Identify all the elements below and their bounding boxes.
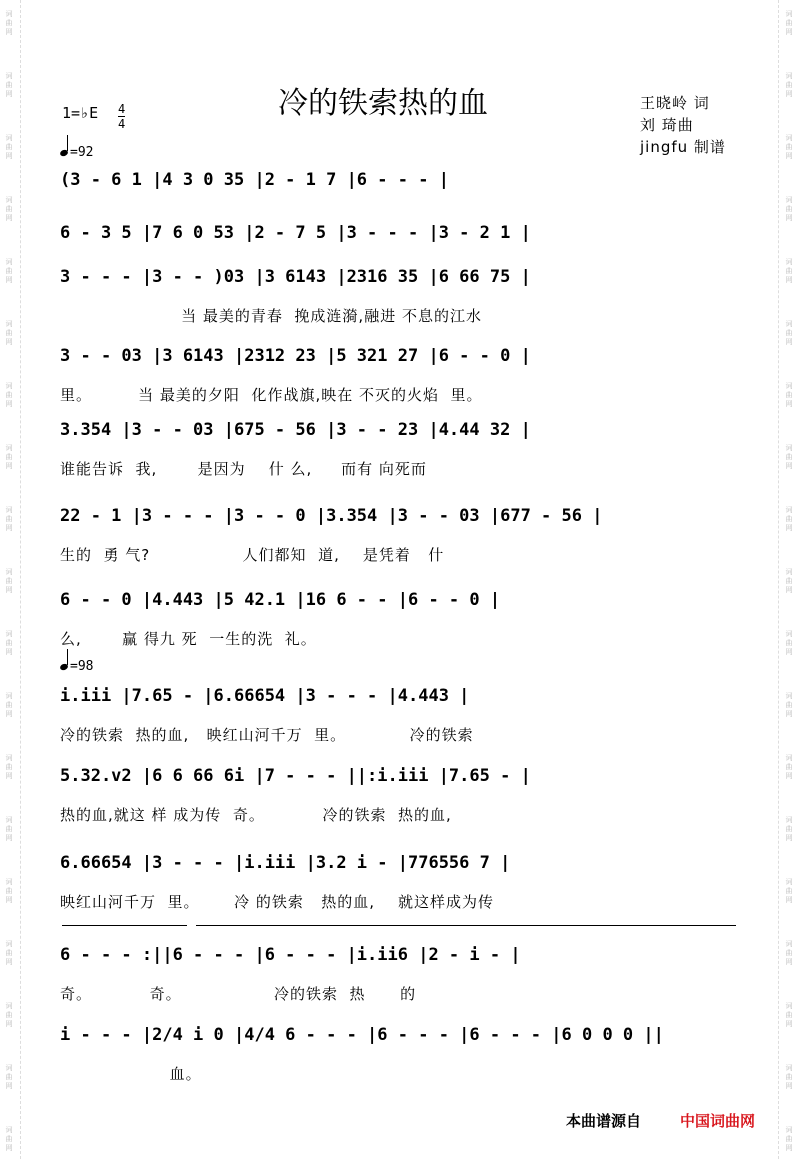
footer-source-label: 本曲谱源自	[566, 1112, 642, 1130]
watermark-text: 词 曲 网	[785, 196, 793, 222]
lyric-row: 冷的铁索 热的血, 映红山河千万 里。 冷的铁索	[60, 726, 474, 744]
watermark-text: 词 曲 网	[5, 816, 13, 842]
watermark-text: 词 曲 网	[785, 816, 793, 842]
key-signature: 1=♭E	[62, 104, 99, 122]
watermark-text: 词 曲 网	[785, 692, 793, 718]
watermark-text: 词 曲 网	[785, 1064, 793, 1090]
composer-credit: 刘 琦曲	[640, 116, 694, 134]
footer-site-link[interactable]: 中国词曲网	[680, 1112, 756, 1130]
watermark-text: 词 曲 网	[5, 320, 13, 346]
music-row: 6 - 3 5 |7 6 0 53 |2 - 7 5 |3 - - - |3 - 2 1 |	[60, 223, 531, 243]
watermark-text: 词 曲 网	[785, 1126, 793, 1152]
watermark-text: 词 曲 网	[5, 196, 13, 222]
watermark-text: 词 曲 网	[5, 630, 13, 656]
watermark-text: 词 曲 网	[5, 72, 13, 98]
tempo-value-2: =98	[70, 659, 94, 674]
meter-bottom: 4	[118, 117, 126, 131]
watermark-text: 词 曲 网	[5, 382, 13, 408]
music-row: 6 - - 0 |4.443 |5 42.1 |16 6 - - |6 - - 0 |	[60, 590, 501, 610]
lyric-row: 生的 勇 气? 人们都知 道, 是凭着 什	[60, 546, 445, 564]
first-ending-bracket	[62, 925, 187, 926]
music-row: 6 - - - :||6 - - - |6 - - - |i.ii6 |2 - i - |	[60, 945, 521, 965]
watermark-text: 词 曲 网	[785, 878, 793, 904]
watermark-text: 词 曲 网	[785, 320, 793, 346]
watermark-text: 词 曲 网	[5, 1126, 13, 1152]
time-signature	[118, 102, 125, 131]
transcriber-credit: jingfu 制谱	[640, 138, 726, 156]
watermark-text: 词 曲 网	[785, 754, 793, 780]
second-ending-bracket	[196, 925, 736, 926]
music-row: i - - - |2/4 i 0 |4/4 6 - - - |6 - - - |6 - - - |6 0 0 0 ||	[60, 1025, 664, 1045]
lyricist-credit: 王晓岭 词	[640, 94, 710, 112]
watermark-text: 词 曲 网	[5, 754, 13, 780]
lyric-row: 么, 赢 得九 死 一生的洗 礼。	[60, 630, 317, 648]
watermark-text: 词 曲 网	[5, 10, 13, 36]
meter-top: 4	[118, 102, 126, 116]
music-row: 3 - - - |3 - - )03 |3 6143 |2316 35 |6 66 75 |	[60, 267, 531, 287]
watermark-text: 词 曲 网	[5, 1064, 13, 1090]
note-stem	[67, 649, 68, 665]
music-row: 3.354 |3 - - 03 |675 - 56 |3 - - 23 |4.44 32 |	[60, 420, 531, 440]
watermark-text: 词 曲 网	[5, 568, 13, 594]
watermark-text: 词 曲 网	[785, 382, 793, 408]
watermark-text: 词 曲 网	[785, 630, 793, 656]
music-row: (3 - 6 1 |4 3 0 35 |2 - 1 7 |6 - - - |	[60, 170, 449, 190]
lyric-row: 里。 当 最美的夕阳 化作战旗,映在 不灭的火焰 里。	[60, 386, 483, 404]
tempo-marking-1	[60, 140, 93, 160]
tempo-value-1: =92	[70, 145, 94, 160]
watermark-text: 词 曲 网	[5, 134, 13, 160]
watermark-text: 词 曲 网	[785, 258, 793, 284]
watermark-text: 词 曲 网	[5, 878, 13, 904]
lyric-row: 当 最美的青春 挽成涟漪,融进 不息的江水	[60, 307, 482, 325]
watermark-text: 词 曲 网	[5, 1002, 13, 1028]
lyric-row: 奇。 奇。 冷的铁索 热 的	[60, 985, 417, 1003]
watermark-text: 词 曲 网	[5, 258, 13, 284]
lyric-row: 谁能告诉 我, 是因为 什 么, 而有 向死而	[60, 460, 427, 478]
watermark-text: 词 曲 网	[785, 1002, 793, 1028]
lyric-row: 映红山河千万 里。 冷 的铁索 热的血, 就这样成为传	[60, 893, 495, 911]
music-row: i.iii |7.65 - |6.66654 |3 - - - |4.443 |	[60, 686, 470, 706]
lyric-row: 热的血,就这 样 成为传 奇。 冷的铁索 热的血,	[60, 806, 452, 824]
watermark-text: 词 曲 网	[785, 506, 793, 532]
watermark-text: 词 曲 网	[785, 940, 793, 966]
music-row: 22 - 1 |3 - - - |3 - - 0 |3.354 |3 - - 03 |677 - 56 |	[60, 506, 603, 526]
music-row: 3 - - 03 |3 6143 |2312 23 |5 321 27 |6 - - 0 |	[60, 346, 531, 366]
watermark-text: 词 曲 网	[5, 692, 13, 718]
watermark-text: 词 曲 网	[785, 72, 793, 98]
watermark-text: 词 曲 网	[5, 940, 13, 966]
watermark-text: 词 曲 网	[5, 506, 13, 532]
watermark-text: 词 曲 网	[785, 134, 793, 160]
music-row: 6.66654 |3 - - - |i.iii |3.2 i - |776556 7 |	[60, 853, 511, 873]
song-title: 冷的铁索热的血	[278, 86, 488, 121]
watermark-text: 词 曲 网	[785, 568, 793, 594]
tempo-marking-2	[60, 654, 93, 674]
watermark-text: 词 曲 网	[785, 10, 793, 36]
lyric-row: 血。	[60, 1065, 202, 1083]
watermark-text: 词 曲 网	[5, 444, 13, 470]
music-row: 5.32.v2 |6 6 66 6i |7 - - - ||:i.iii |7.65 - |	[60, 766, 531, 786]
watermark-text: 词 曲 网	[785, 444, 793, 470]
note-stem	[67, 135, 68, 151]
